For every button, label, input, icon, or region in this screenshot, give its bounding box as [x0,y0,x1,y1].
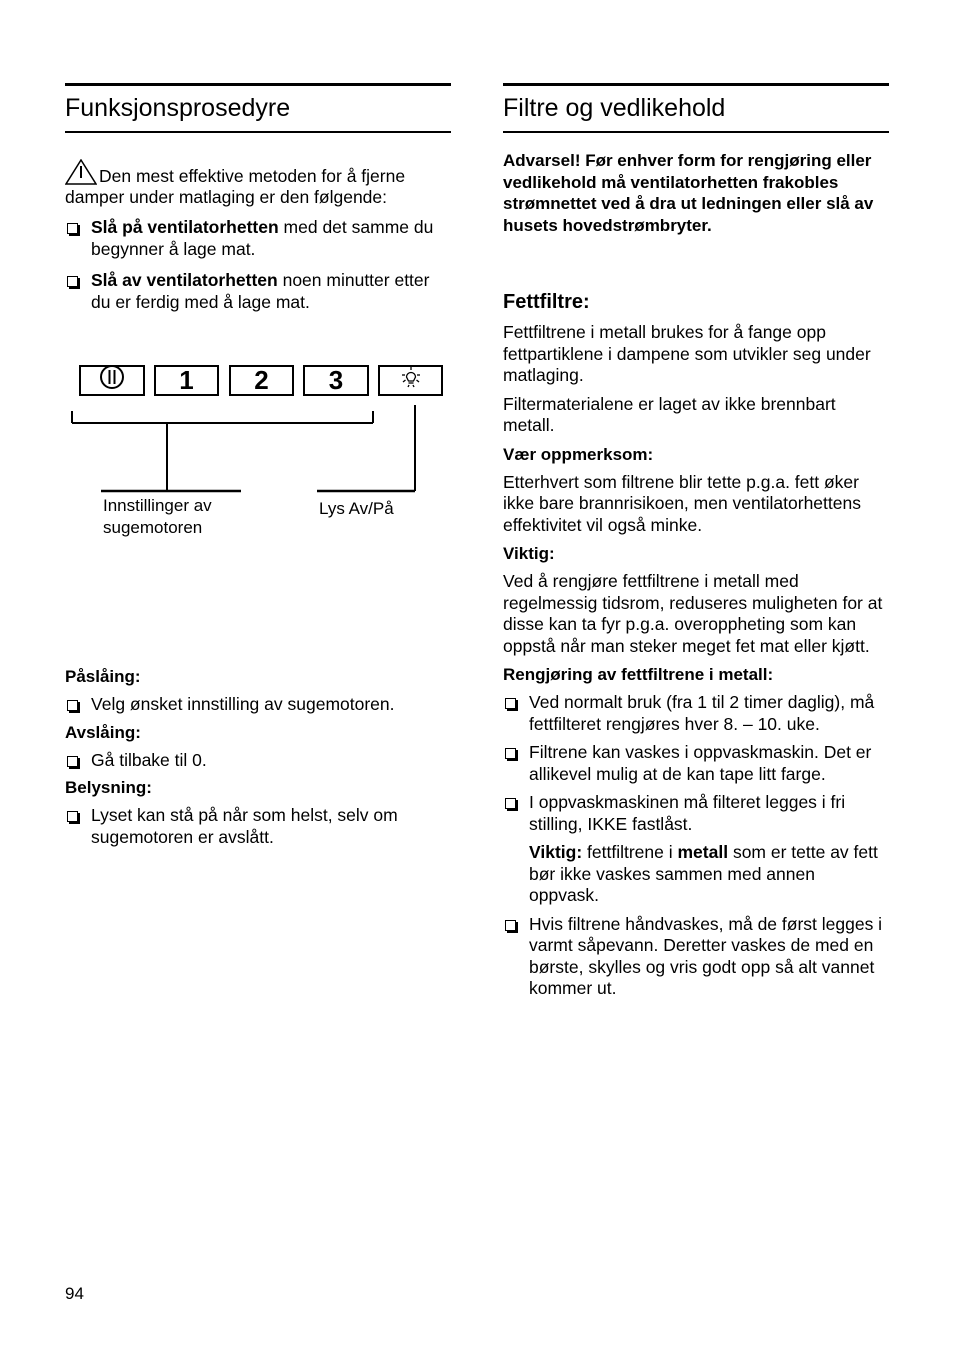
warning-paragraph: Advarsel! Før enhver form for rengjøring eller vedlikehold må ventilatorhetten frakobles strømnettet ved å dra ut ledningen eller slå av husets hovedstrømbryter. [503,151,874,235]
list-item-text: Lyset kan stå på når som helst, selv om sugemotoren er avslått. [91,805,398,847]
list-item [503,692,889,735]
motor-settings-label: Innstillinger av sugemotoren [103,496,212,537]
list-item-text: I oppvaskmaskinen må filteret legges i fri stilling, IKKE fastlåst. [529,792,846,834]
checkbox-bullet-icon [505,698,516,709]
section-list-on [65,694,451,716]
checkbox-bullet-icon [67,811,78,822]
intro-paragraph [65,159,451,206]
light-key [378,365,443,396]
intro-text: Den mest effektive metoden for å fjerne damper under matlaging er den følgende: [65,166,406,207]
section-list-off [65,750,451,772]
section-title-off: Avslåing: [65,722,141,742]
list-item-text: Hvis filtrene håndvaskes, må de først legges i varmt såpevann. Deretter vaskes de med en børste, skylles og vris godt opp så alt vannet kommer ut. [529,913,883,998]
list-item-text: Filtrene kan vaskes i oppvaskmaskin. Det er allikevel mulig at de kan tape litt farge. [529,742,872,784]
cleaning-list [503,692,889,835]
fettfiltre-heading: Fettfiltre: [503,291,590,313]
checkbox-bullet-icon [505,920,516,931]
list-item [65,694,451,716]
control-panel-diagram [65,365,451,565]
light-icon [397,363,425,398]
page-number: 94 [65,1284,84,1303]
important-title: Viktig: [503,544,555,563]
note-bold-1: Viktig: [529,842,583,862]
checkbox-bullet-icon [67,223,78,234]
checkbox-bullet-icon [67,276,78,287]
light-toggle-label: Lys Av/På [319,499,394,518]
speed-1-label: 1 [179,365,194,395]
fettfiltre-paragraph-1: Fettfiltrene i metall brukes for å fange opp fettpartiklene i dampene som utvikler seg under matlaging. [503,322,871,385]
operation-sections [65,666,451,848]
list-item [65,750,451,772]
fettfiltre-paragraph-2: Filtermaterialene er laget av ikke brennbart metall. [503,393,836,435]
list-item [65,805,451,848]
right-column [503,83,889,1000]
power-icon [99,364,125,397]
list-item [65,270,451,313]
list-item-bold: Slå på ventilatorhetten [91,217,279,237]
page-title-left: Funksjonsprosedyre [65,94,291,122]
left-heading-block [65,83,451,133]
note-text-2: som er tette av fett bør ikke vaskes sammen med annen oppvask. [529,842,878,905]
warning-icon [65,159,97,188]
checkbox-bullet-icon [505,748,516,759]
list-item [503,742,889,785]
list-item-text: Ved normalt bruk (fra 1 til 2 timer daglig), må fettfilteret rengjøres hver 8. – 10. uke. [529,692,875,734]
list-item [65,217,451,260]
important-note [503,842,889,907]
note-text-1: fettfiltrene i [582,842,678,862]
cleaning-title: Rengjøring av fettfiltrene i metall: [503,665,774,684]
page-title-right: Filtre og vedlikehold [503,94,726,122]
speed-key-1 [154,365,219,396]
list-item-text: noen minutter etter du er ferdig med å lage mat. [91,270,430,312]
list-item [503,792,889,835]
left-column [65,83,451,847]
checkbox-bullet-icon [505,798,516,809]
speed-key-3 [303,365,369,396]
checkbox-bullet-icon [67,700,78,711]
section-title-on: Påslåing: [65,667,141,686]
list-item-text: med det samme du begynner å lage mat. [91,217,434,259]
power-key [79,365,145,396]
list-item-text: Velg ønsket innstilling av sugemotoren. [91,694,395,714]
attention-title: Vær oppmerksom: [503,444,654,464]
right-heading-block [503,83,889,133]
list-item [503,914,889,1000]
section-title-light: Belysning: [65,778,152,797]
checkbox-bullet-icon [67,756,78,767]
list-item-text: Gå tilbake til 0. [91,749,207,770]
attention-paragraph: Etterhvert som filtrene blir tette p.g.a. fett øker ikke bare brannrisikoen, men ventilatorhettens effektivitet vil også minke. [503,471,861,535]
speed-2-label: 2 [254,365,269,395]
cleaning-list-last [503,914,889,1000]
speed-3-label: 3 [328,365,344,395]
important-paragraph: Ved å rengjøre fettfiltrene i metall med regelmessig tidsrom, reduseres muligheten for at disse kan ta fyr p.g.a. overoppheting som kan oppstå når man steker meget fet mat eller kjøtt. [503,571,883,656]
list-item-bold: Slå av ventilatorhetten [91,270,278,290]
section-list-light [65,805,451,848]
left-intro-list [65,217,451,313]
note-bold-2: metall [677,842,729,862]
speed-key-2 [229,365,294,396]
